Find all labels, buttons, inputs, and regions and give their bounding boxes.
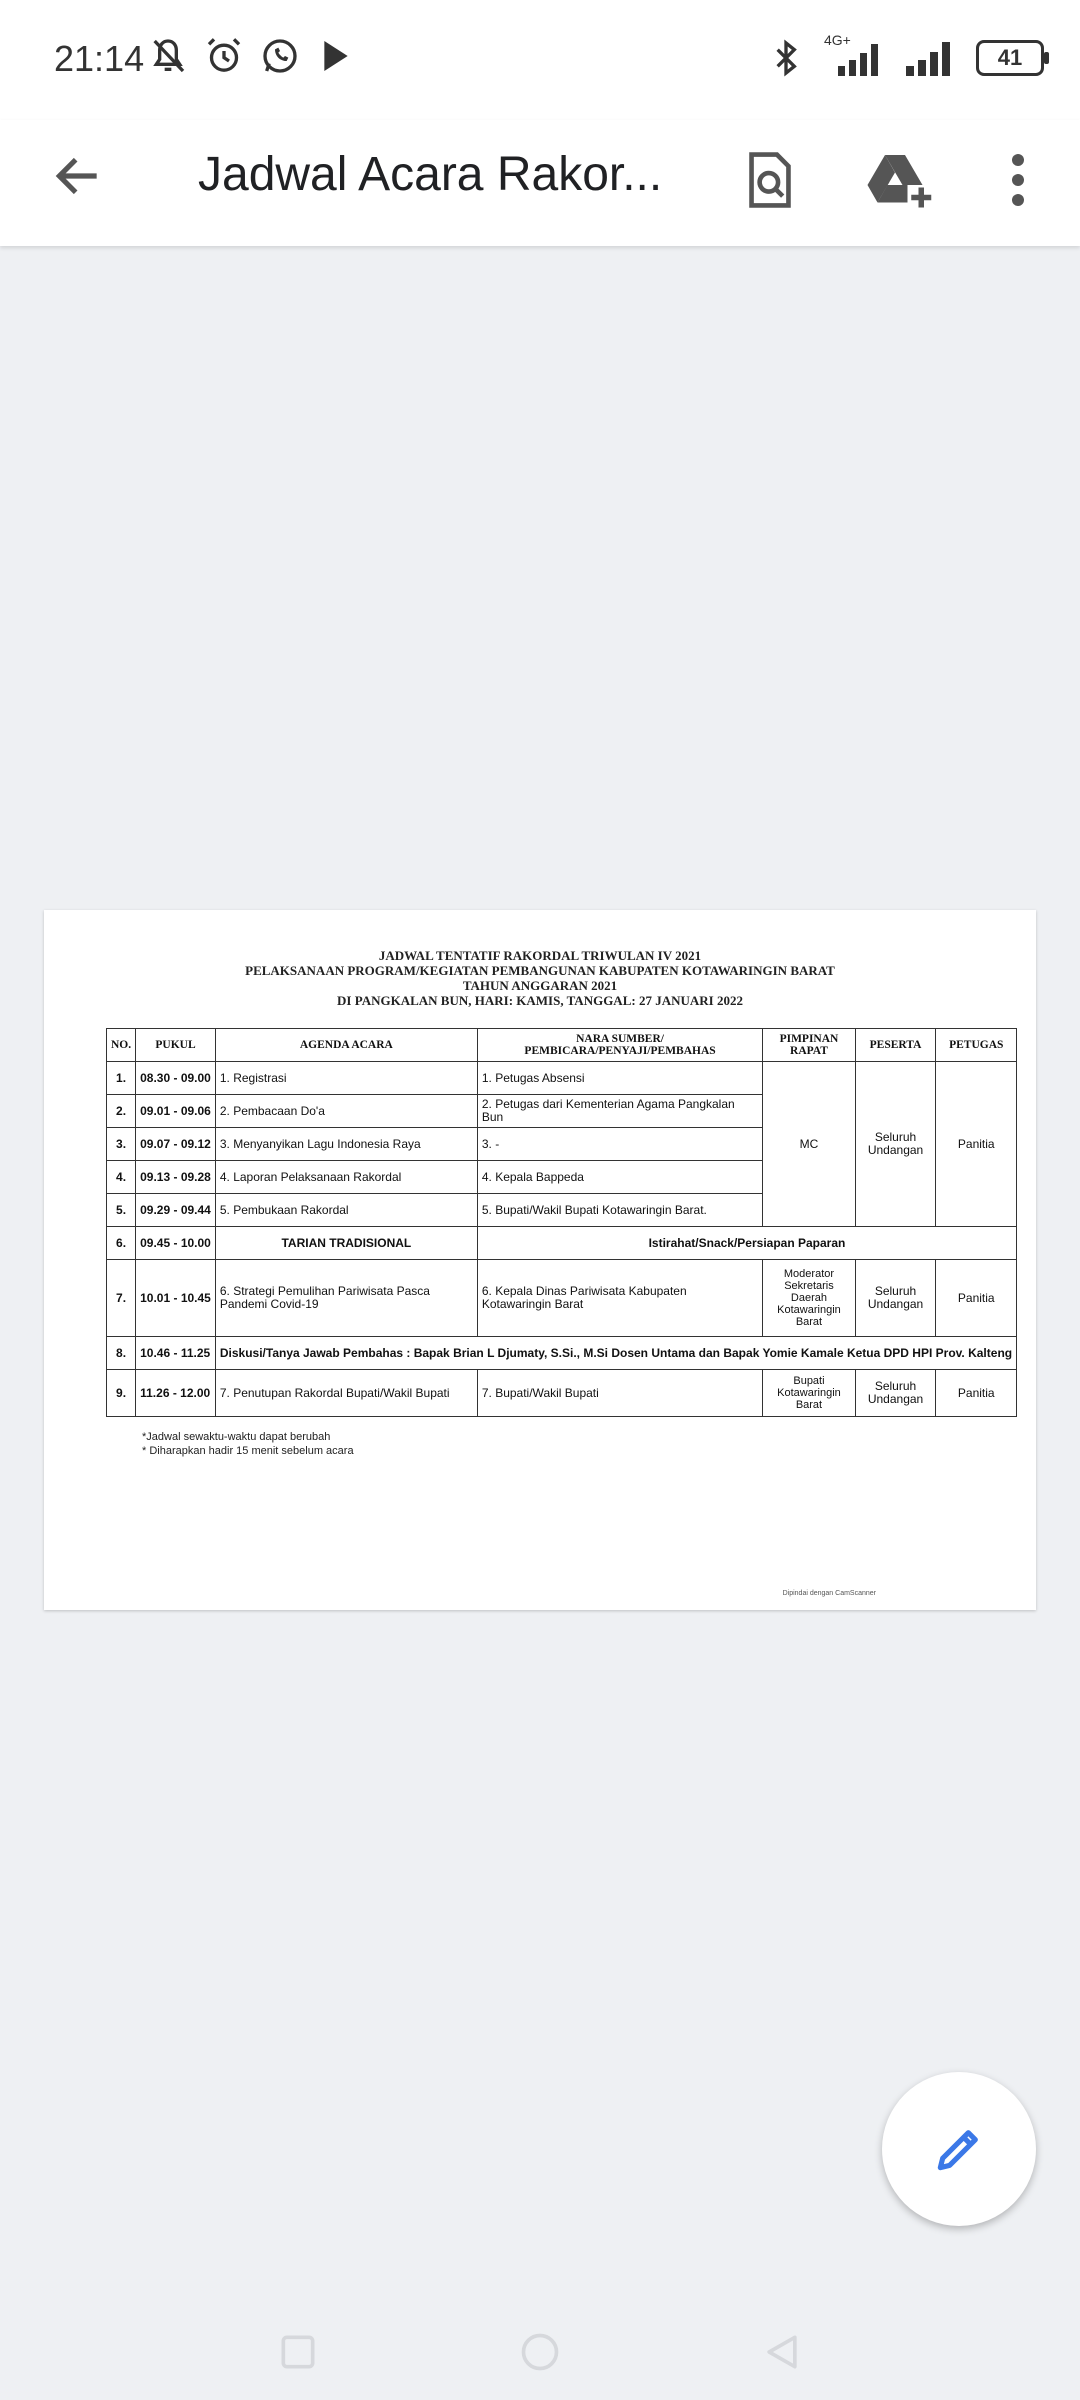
row-staff: Panitia xyxy=(936,1260,1017,1337)
row-agenda: 1. Registrasi xyxy=(215,1062,477,1095)
row-no: 9. xyxy=(107,1370,136,1417)
row-time: 10.01 - 10.45 xyxy=(136,1260,216,1337)
row-lead: Moderator Sekretaris Daerah Kotawaringin Barat xyxy=(763,1260,855,1337)
row-no: 1. xyxy=(107,1062,136,1095)
row-agenda: 7. Penutupan Rakordal Bupati/Wakil Bupati xyxy=(215,1370,477,1417)
row-time: 09.07 - 09.12 xyxy=(136,1128,216,1161)
whatsapp-icon xyxy=(260,36,300,76)
signal-4g-icon xyxy=(824,32,884,78)
column-header-lead: PIMPINAN RAPAT xyxy=(763,1029,855,1062)
edit-fab-button[interactable] xyxy=(882,2072,1036,2226)
row-speaker: 6. Kepala Dinas Pariwisata Kabupaten Kotawaringin Barat xyxy=(477,1260,762,1337)
search-document-icon xyxy=(742,150,798,210)
recents-square-icon[interactable] xyxy=(276,2330,320,2374)
signal-icon xyxy=(902,38,958,78)
note-line: *Jadwal sewaktu-waktu dapat berubah xyxy=(142,1431,331,1443)
row-agenda: 6. Strategi Pemulihan Pariwisata Pasca Pandemi Covid-19 xyxy=(215,1260,477,1337)
system-nav-bar xyxy=(0,2300,1080,2400)
add-to-drive-button[interactable] xyxy=(860,140,940,220)
row-no: 4. xyxy=(107,1161,136,1194)
table-header-row xyxy=(107,1029,1017,1062)
more-vert-icon xyxy=(1010,152,1026,208)
pencil-icon xyxy=(931,2121,987,2177)
heading-line-1: JADWAL TENTATIF RAKORDAL TRIWULAN IV 2021 xyxy=(378,948,702,963)
column-header-staff: PETUGAS xyxy=(936,1029,1017,1062)
bluetooth-icon xyxy=(766,38,806,78)
row-agenda: 5. Pembukaan Rakordal xyxy=(215,1194,477,1227)
row-staff: Panitia xyxy=(936,1370,1017,1417)
row-time: 09.13 - 09.28 xyxy=(136,1161,216,1194)
heading-line-3: TAHUN ANGGARAN 2021 xyxy=(462,978,618,993)
drive-add-icon xyxy=(865,150,935,210)
row-no: 3. xyxy=(107,1128,136,1161)
document-page[interactable] xyxy=(44,910,1036,1610)
row-time: 09.45 - 10.00 xyxy=(136,1227,216,1260)
row-speaker: 1. Petugas Absensi xyxy=(477,1062,762,1095)
row-discussion: Diskusi/Tanya Jawab Pembahas : Bapak Brian L Djumaty, S.Si., M.Si Dosen Untama dan Bapak Yomie Kamale Ketua DPD HPI Prov. Kalteng xyxy=(215,1337,1016,1370)
schedule-table xyxy=(106,1028,1017,1417)
note-line: * Diharapkan hadir 15 menit sebelum acara xyxy=(142,1445,354,1457)
alarm-icon xyxy=(204,36,244,76)
table-row xyxy=(107,1260,1017,1337)
row-no: 7. xyxy=(107,1260,136,1337)
column-header-time: PUKUL xyxy=(136,1029,216,1062)
document-title: Jadwal Acara Rakor... xyxy=(198,148,663,201)
find-in-document-button[interactable] xyxy=(730,140,810,220)
row-time: 09.29 - 09.44 xyxy=(136,1194,216,1227)
heading-line-2: PELAKSANAAN PROGRAM/KEGIATAN PEMBANGUNAN KABUPATEN KOTAWARINGIN BARAT xyxy=(245,963,835,978)
row-time: 11.26 - 12.00 xyxy=(136,1370,216,1417)
row-staff: Panitia xyxy=(936,1062,1017,1227)
back-triangle-icon[interactable] xyxy=(760,2330,804,2374)
row-break-note: Istirahat/Snack/Persiapan Paparan xyxy=(477,1227,1016,1260)
row-no: 8. xyxy=(107,1337,136,1370)
row-participants: Seluruh Undangan xyxy=(855,1260,936,1337)
row-participants: Seluruh Undangan xyxy=(855,1370,936,1417)
row-speaker: 3. - xyxy=(477,1128,762,1161)
row-speaker: 2. Petugas dari Kementerian Agama Pangkalan Bun xyxy=(477,1095,762,1128)
row-no: 2. xyxy=(107,1095,136,1128)
back-arrow-icon[interactable] xyxy=(50,148,106,204)
row-agenda: 3. Menyanyikan Lagu Indonesia Raya xyxy=(215,1128,477,1161)
row-lead: Bupati Kotawaringin Barat xyxy=(763,1370,855,1417)
row-no: 5. xyxy=(107,1194,136,1227)
row-lead: MC xyxy=(763,1062,855,1227)
row-time: 08.30 - 09.00 xyxy=(136,1062,216,1095)
row-no: 6. xyxy=(107,1227,136,1260)
table-row xyxy=(107,1337,1017,1370)
row-speaker: 5. Bupati/Wakil Bupati Kotawaringin Barat. xyxy=(477,1194,762,1227)
table-row xyxy=(107,1370,1017,1417)
row-agenda: 2. Pembacaan Do'a xyxy=(215,1095,477,1128)
status-bar xyxy=(0,0,1080,120)
scanner-watermark: Dipindai dengan CamScanner xyxy=(782,1590,876,1597)
column-header-speaker: NARA SUMBER/ PEMBICARA/PENYAJI/PEMBAHAS xyxy=(477,1029,762,1062)
row-time: 10.46 - 11.25 xyxy=(136,1337,216,1370)
network-type-label: 4G+ xyxy=(824,32,851,48)
table-row xyxy=(107,1227,1017,1260)
app-bar xyxy=(0,120,1080,246)
column-header-agenda: AGENDA ACARA xyxy=(215,1029,477,1062)
column-header-participants: PESERTA xyxy=(855,1029,936,1062)
row-agenda: 4. Laporan Pelaksanaan Rakordal xyxy=(215,1161,477,1194)
row-agenda: TARIAN TRADISIONAL xyxy=(215,1227,477,1260)
table-row xyxy=(107,1062,1017,1095)
document-heading xyxy=(44,948,1036,1008)
column-header-no: NO. xyxy=(107,1029,136,1062)
row-participants: Seluruh Undangan xyxy=(855,1062,936,1227)
row-speaker: 4. Kepala Bappeda xyxy=(477,1161,762,1194)
heading-line-4: DI PANGKALAN BUN, HARI: KAMIS, TANGGAL: 27 JANUARI 2022 xyxy=(337,993,743,1008)
row-speaker: 7. Bupati/Wakil Bupati xyxy=(477,1370,762,1417)
bell-off-icon xyxy=(148,36,188,76)
document-notes xyxy=(142,1430,354,1458)
battery-icon: 41 xyxy=(976,40,1044,76)
status-time: 21:14 xyxy=(54,38,145,79)
more-options-button[interactable] xyxy=(978,140,1058,220)
play-store-icon xyxy=(316,36,356,76)
row-time: 09.01 - 09.06 xyxy=(136,1095,216,1128)
home-circle-icon[interactable] xyxy=(518,2330,562,2374)
